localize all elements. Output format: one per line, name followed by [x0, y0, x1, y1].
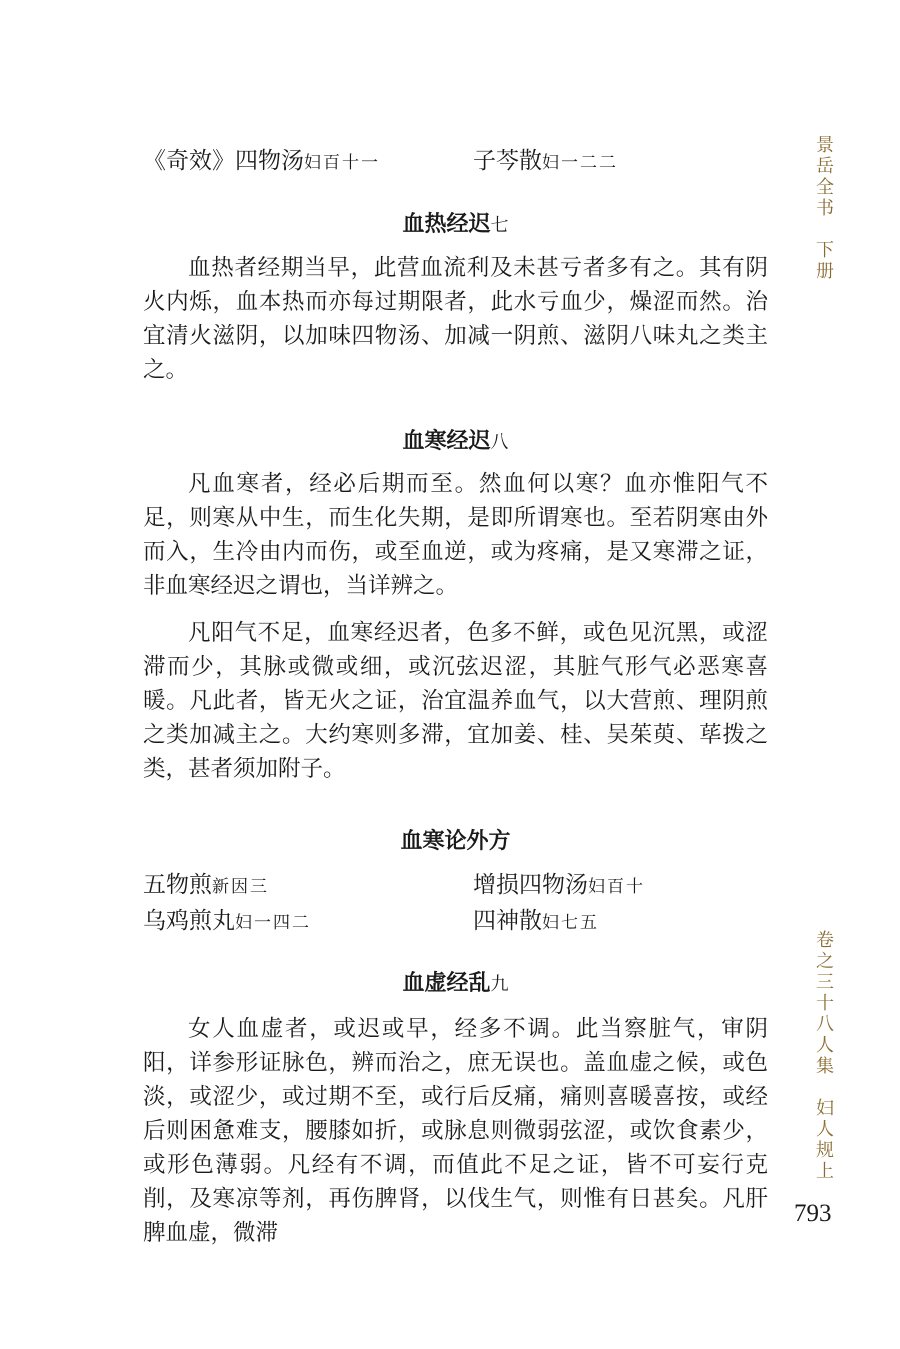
prescription-ref: 子芩散妇一二二: [473, 148, 618, 174]
section-heading: 血寒经迟八: [402, 428, 509, 454]
prescription-ref: 增损四物汤妇百十: [473, 872, 645, 898]
paragraph: 女人血虚者，或迟或早，经多不调。此当察脏气，审阴阳，详参形证脉色，辨而治之，庶无误也。盖血虚之候，或色淡，或涩少，或过期不至，或行后反痛，痛则喜暖喜按，或经后则困惫难支，腰膝如折，或脉息则微弱弦涩，或饮食素少，或形色薄弱。凡经有不调，而值此不足之证，皆不可妄行克削，及寒凉等剂，再伤脾肾，以伐生气，则惟有日甚矣。凡肝脾血虚，微滞: [143, 1016, 768, 1246]
paragraph: 凡阳气不足，血寒经迟者，色多不鲜，或色见沉黑，或涩滞而少，其脉或微或细，或沉弦迟涩，其脏气形气必恶寒喜暖。凡此者，皆无火之证，治宜温养血气，以大营煎、理阴煎之类加减主之。大约寒则多滞，宜加姜、桂、吴茱萸、荜拨之类，甚者须加附子。: [143, 620, 768, 782]
side-book-title: 景岳全书 下册: [813, 135, 834, 282]
prescription-ref: 四神散妇七五: [473, 908, 599, 934]
prescription-ref: 五物煎新因三: [143, 872, 269, 898]
section-heading: 血虚经乱九: [402, 970, 509, 996]
section-heading: 血热经迟七: [402, 211, 509, 237]
page-number: 793: [794, 1200, 832, 1227]
prescription-ref: 乌鸡煎丸妇一四二: [143, 908, 311, 934]
paragraph: 凡血寒者，经必后期而至。然血何以寒？血亦惟阳气不足，则寒从中生，而生化失期，是即所谓寒也。至若阴寒由外而入，生冷由内而伤，或至血逆，或为疼痛，是又寒滞之证，非血寒经迟之谓也，当详辨之。: [143, 471, 768, 599]
section-heading: 血寒论外方: [400, 828, 511, 854]
paragraph: 血热者经期当早，此营血流利及未甚亏者多有之。其有阴火内烁，血本热而亦每过期限者，此水亏血少，燥涩而然。治宜清火滋阴，以加味四物汤、加减一阴煎、滋阴八味丸之类主之。: [143, 255, 768, 383]
side-chapter-title: 卷之三十八人集 妇人规上: [813, 930, 834, 1182]
prescription-ref: 《奇效》四物汤妇百十一: [143, 148, 380, 174]
